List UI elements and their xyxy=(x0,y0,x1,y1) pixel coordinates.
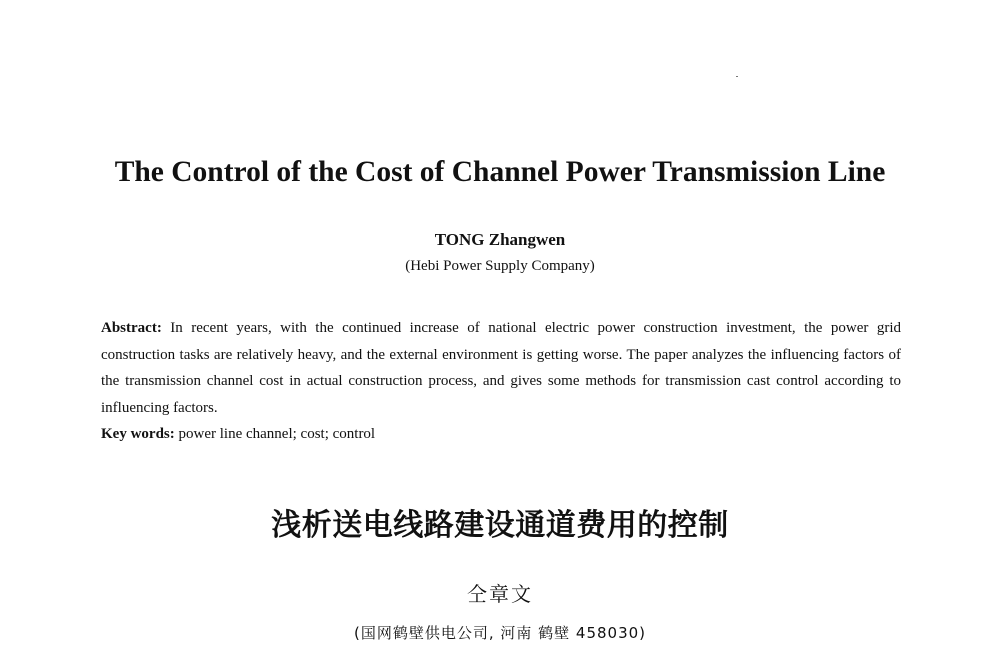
abstract-text: In recent years, with the continued increase of national electric power construction investment, the power grid construction tasks are relatively heavy, and the external environment is getting worse. The paper analyzes the influencing factors of the transmission channel cost in actual construction process, and gives some methods for transmission cast control according to influencing factors. xyxy=(101,320,901,416)
chinese-affiliation: (国网鹤壁供电公司, 河南 鹤壁 458030) xyxy=(353,624,647,642)
chinese-title: 浅析送电线路建设通道费用的控制 xyxy=(271,508,729,543)
english-title: The Control of the Cost of Channel Power Transmission Line xyxy=(114,156,886,188)
keywords-text: power line channel; cost; control xyxy=(174,426,376,442)
english-affiliation: (Hebi Power Supply Company) xyxy=(405,258,595,274)
abstract-label: Abstract: xyxy=(101,320,162,336)
keywords-label: Key words: xyxy=(101,426,175,442)
scan-speck xyxy=(736,76,738,77)
english-author: TONG Zhangwen xyxy=(434,230,566,249)
abstract-paragraph xyxy=(101,315,901,421)
chinese-author: 仝章文 xyxy=(467,582,533,606)
keywords-line xyxy=(101,421,901,447)
